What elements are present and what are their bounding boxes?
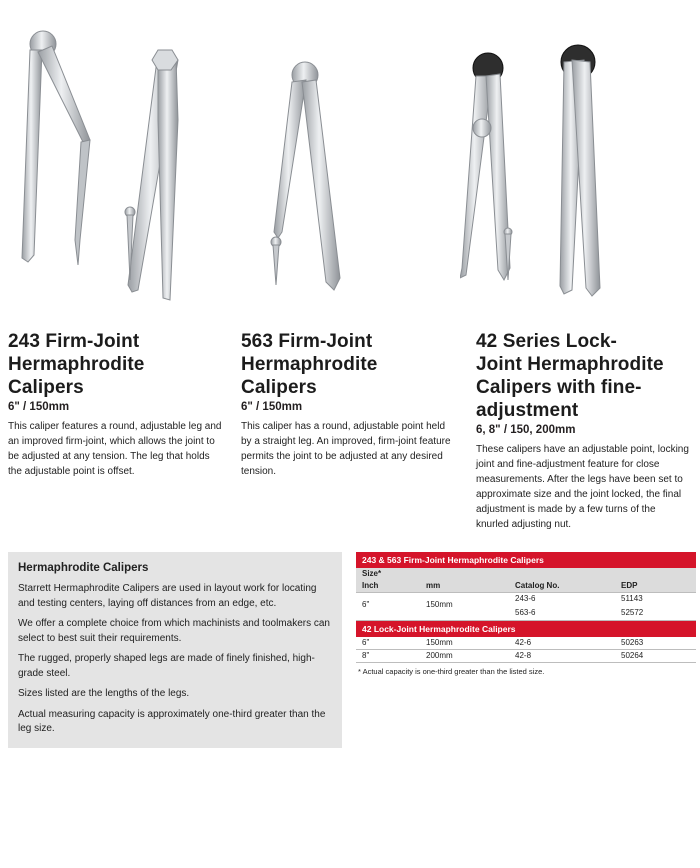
col-edp: EDP	[621, 581, 638, 590]
section-header: 42 Lock-Joint Hermaphrodite Calipers	[356, 621, 696, 637]
cell-inch: 8"	[362, 651, 370, 660]
table-row	[356, 593, 696, 607]
cell-edp: 50263	[621, 638, 644, 647]
table-row	[356, 607, 696, 621]
product-42	[476, 330, 691, 532]
cell-mm: 150mm	[426, 638, 453, 647]
cell-edp: 51143	[621, 594, 643, 603]
size-header: Size*	[362, 569, 382, 578]
cell-inch: 6"	[362, 638, 370, 647]
col-catalog: Catalog No.	[515, 581, 560, 590]
info-paragraph: Sizes listed are the lengths of the legs.	[18, 688, 190, 699]
cell-catalog: 243-6	[515, 594, 536, 603]
cell-mm: 200mm	[426, 651, 453, 660]
section-header: 243 & 563 Firm-Joint Hermaphrodite Calipers	[356, 552, 696, 568]
spec-table	[356, 552, 696, 676]
cell-edp: 52572	[621, 608, 644, 617]
info-paragraph: The rugged, properly shaped legs are made of finely finished, high-grade steel.	[18, 653, 315, 679]
info-title: Hermaphrodite Calipers	[18, 562, 149, 574]
table-row	[356, 637, 696, 650]
footnote: * Actual capacity is one-third greater than the listed size.	[358, 667, 545, 676]
cell-catalog: 42-6	[515, 638, 532, 647]
cell-mm: 150mm	[426, 600, 453, 609]
caliper-563-photo	[240, 0, 440, 310]
caliper-42-photo	[460, 0, 680, 310]
info-paragraph: Actual measuring capacity is approximately one-third greater than the leg size.	[18, 708, 326, 734]
product-description: This caliper has a round, adjustable point held by a straight leg. An improved, firm-joint feature permits the joint to be adjusted at any desired tension.	[241, 421, 451, 477]
info-box	[8, 552, 342, 748]
product-title: 563 Firm-Joint Hermaphrodite Calipers	[241, 331, 378, 398]
product-description: This caliper features a round, adjustable leg and an improved firm-joint, which allows the joint to be adjusted at any tension. The leg that holds the adjustable point is offset.	[8, 421, 222, 477]
table-row	[356, 650, 696, 663]
info-paragraph: Starrett Hermaphrodite Calipers are used in layout work for locating and testing centers, laying off distances from an edge, etc.	[18, 583, 317, 609]
info-paragraph: We offer a complete choice from which machinists and toolmakers can select to best suit their requirements.	[18, 618, 330, 644]
product-243	[8, 330, 223, 479]
product-description: These calipers have an adjustable point, locking joint and fine-adjustment feature for close measurements. After the legs have been set to approximate size and the joint locked, the final adjustment is made by a few turns of the knurled adjusting nut.	[476, 444, 689, 530]
caliper-243-photo	[8, 0, 218, 310]
product-title: 243 Firm-Joint Hermaphrodite Calipers	[8, 331, 145, 398]
table-header-row	[356, 580, 696, 593]
product-size: 6, 8" / 150, 200mm	[476, 424, 576, 436]
product-size: 6" / 150mm	[241, 401, 303, 413]
cell-edp: 50264	[621, 651, 644, 660]
product-size: 6" / 150mm	[8, 401, 70, 413]
col-mm: mm	[426, 581, 441, 590]
cell-inch: 6"	[362, 600, 370, 609]
product-563	[241, 330, 456, 479]
cell-catalog: 42-8	[515, 651, 532, 660]
cell-catalog: 563-6	[515, 608, 536, 617]
col-inch: Inch	[362, 581, 379, 590]
table-header-row	[356, 568, 696, 580]
product-title: 42 Series Lock- Joint Hermaphrodite Calipers with fine- adjustment	[476, 331, 664, 421]
